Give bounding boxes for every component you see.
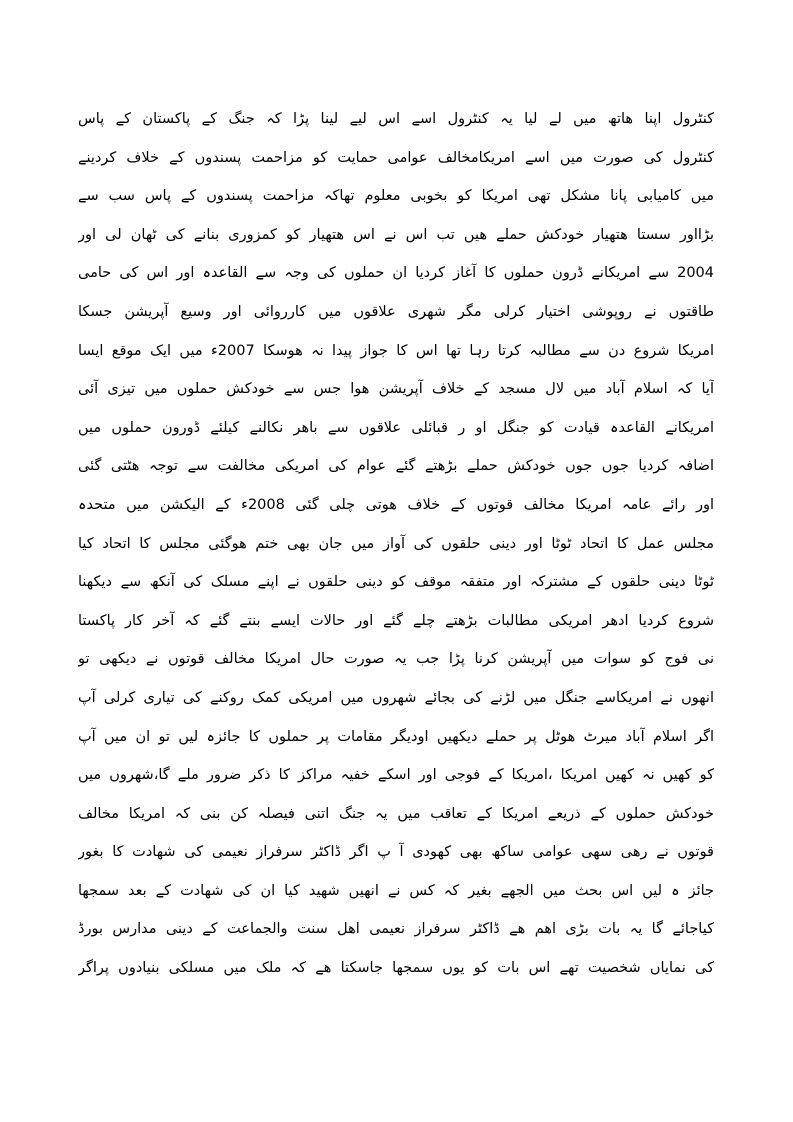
text-line: میں کامیابی پانا مشکل تھی امریکا کو بخوبی معلوم تھاکہ مزاحمت پسندوں کے پاس سب سے [78,188,714,205]
text-line: آیا کہ اسلام آباد میں لال مسجد کے خلاف آپریشن ھوا جس سے خودکش حملوں میں تیزی آئی [78,381,714,398]
text-line: قوتوں نے رھی سھی عوامی ساکھ بھی کھودی آ پ اگر ڈاکٹر سرفراز نعیمی کی شھادت کا بغور [78,844,714,861]
text-line: مجلس عمل کا اتحاد ٹوٹا اور دینی حلقوں کی آواز میں جان بھی ختم ھوگئی مجلس کا اتحاد کیا [78,535,714,552]
text-line: اضافہ کردیا جوں جوں خودکش حملے بڑھتے گئے عوام کی امریکی مخالفت سے توجہ ھٹتی گئی [78,458,714,475]
text-line: 2004 سے امریکانے ڈرون حملوں کا آغاز کردیا ان حملوں کی وجہ سے القاعدہ اور اس کی حامی [78,265,714,282]
text-line: کیاجائے گا یہ بات بڑی اھم ھے ڈاکٹر سرفراز نعیمی اھل سنت والجماعت کے دینی مدارس بورڈ [78,921,714,938]
text-line: اور رائے عامہ امریکا مخالف قوتوں کے خلاف ھوتی چلی گئی 2008ء کے الیکشن میں متحدہ [78,496,714,513]
text-line: طاقتوں نے روپوشی اختیار کرلی مگر شھری علاقوں میں کارروائی اور وسیع آپریشن جسکا [78,303,714,320]
text-line: بڑااور سستا ھتھیار خودکش حملے ھیں تب اس نے اس ھتھیار کو کمزوری بنانے کی ٹھان لی اور [78,226,714,243]
text-line: کی نمایاں شخصیت تھے اس بات کو یوں سمجھا جاسکتا ھے کہ ملک میں مسلکی بنیادوں پراگر [78,960,714,977]
text-line: کنٹرول اپنا ھاتھ میں لے لیا یہ کنٹرول اسے اس لیے لینا پڑا کہ جنگ کے پاکستان کے پاس [78,111,714,127]
text-line: انھوں نے امریکاسے جنگل میں لڑنے کی بجائے شھروں میں امریکی کمک روکنے کی تیاری کرلی آپ [78,689,714,706]
text-line: نی فوج کو سوات میں آپریشن کرنا پڑا جب یہ صورت حال امریکا مخالف قوتوں نے دیکھی تو [78,651,714,668]
text-line: امریکا شروع دن سے مطالبہ کرتا رہا تھا اس کا جواز پیدا نہ ھوسکا 2007ء میں ایک موقع ایسا [78,342,714,359]
text-line: کو کھیں نہ کھیں امریکا ،امریکا کے فوجی اور اسکے خفیہ مراکز کا ذکر ضرور ملے گا،شھروں میں [78,767,714,784]
text-line: اگر اسلام آباد میرٹ ھوٹل پر حملے دیکھیں اودیگر مقامات پر حملوں کا جائزہ لیں تو ان میں آپ [78,728,714,745]
text-line: خودکش حملوں کے ذریعے امریکا کے تعاقب میں یہ جنگ اتنی فیصلہ کن بنی کہ امریکا مخالف [78,805,714,822]
text-line: ٹوٹا دینی حلقوں کے مشترکہ اور متفقہ موقف کو دینی حلقوں نے اپنے مسلک کی آنکھ سے دیکھنا [78,574,714,591]
text-line: امریکانے القاعدہ قیادت کو جنگل او ر قبائلی علاقوں سے باھر نکالنے کیلئے ڈورون حملوں میں [78,419,714,436]
text-line: جائز ہ لیں اس بحث میں الجھے بغیر کہ کس نے انھیں شھید کیا ان کی شھادت کے بعد سمجھا [78,882,714,899]
body-text [78,100,714,988]
text-line: کنٹرول کی صورت میں اسے امریکامخالف عوامی حمایت کو مزاحمت پسندوں کے خلاف کردینے [78,149,714,166]
text-line: شروع کردیا ادھر امریکی مطالبات بڑھتے چلے گئے اور حالات ایسے بنتے گئے کہ آخر کار پاکستا [78,612,714,629]
